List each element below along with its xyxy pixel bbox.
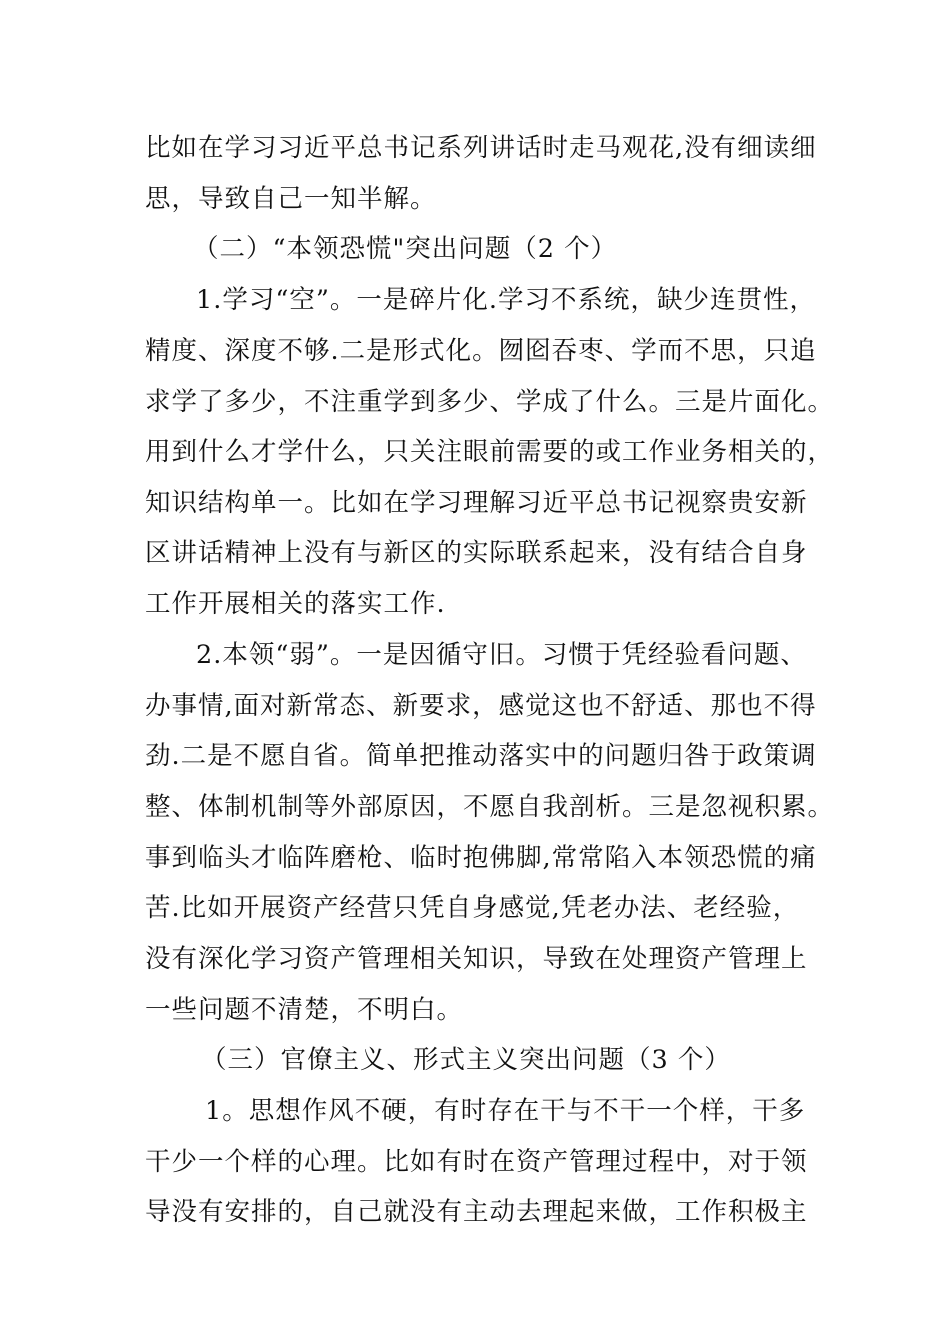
paragraph-start-study-empty: 1.学习“空”。一是碎片化.学习不系统，缺少连贯性， xyxy=(196,285,817,315)
text-line-10: 工作开展相关的落实工作. xyxy=(145,589,446,619)
text-line-17: 没有深化学习资产管理相关知识，导致在处理资产管理上 xyxy=(145,944,808,974)
text-line-22: 导没有安排的，自己就没有主动去理起来做，工作积极主 xyxy=(145,1197,808,1227)
text-line-16: 苦.比如开展资产经营只凭自身感觉,凭老办法、老经验， xyxy=(145,893,800,923)
text-line-7: 用到什么才学什么，只关注眼前需要的或工作业务相关的， xyxy=(145,437,835,467)
text-line-15: 事到临头才临阵磨枪、临时抱佛脚,常常陷入本领恐慌的痛 xyxy=(145,843,817,873)
text-line-12: 办事情,面对新常态、新要求，感觉这也不舒适、那也不得 xyxy=(145,691,817,721)
text-line-6: 求学了多少，不注重学到多少、学成了什么。三是片面化。 xyxy=(145,387,835,417)
text-line-14: 整、体制机制等外部原因，不愿自我剖析。三是忽视积累。 xyxy=(145,792,835,822)
text-line-9: 区讲话精神上没有与新区的实际联系起来，没有结合自身 xyxy=(145,538,808,568)
paragraph-start-work-style: 1。思想作风不硬，有时存在干与不干一个样，干多 xyxy=(205,1096,806,1126)
text-line-18: 一些问题不清楚，不明白。 xyxy=(145,995,464,1025)
section-heading-3: （三）官僚主义、形式主义突出问题（3 个） xyxy=(201,1045,731,1075)
text-line-21: 干少一个样的心理。比如有时在资产管理过程中，对于领 xyxy=(145,1147,808,1177)
text-line-13: 劲.二是不愿自省。简单把推动落实中的问题归咎于政策调 xyxy=(145,741,817,771)
text-line-5: 精度、深度不够.二是形式化。囫囵吞枣、学而不思，只追 xyxy=(145,336,817,366)
paragraph-start-skill-weak: 2.本领“弱”。一是因循守旧。习惯于凭经验看问题、 xyxy=(196,640,807,670)
text-line-8: 知识结构单一。比如在学习理解习近平总书记视察贵安新 xyxy=(145,488,808,518)
section-heading-2: （二）“本领恐慌"突出问题（2 个） xyxy=(193,234,618,264)
text-line-2: 思，导致自己一知半解。 xyxy=(145,184,437,214)
text-line-1: 比如在学习习近平总书记系列讲话时走马观花,没有细读细 xyxy=(145,133,817,163)
